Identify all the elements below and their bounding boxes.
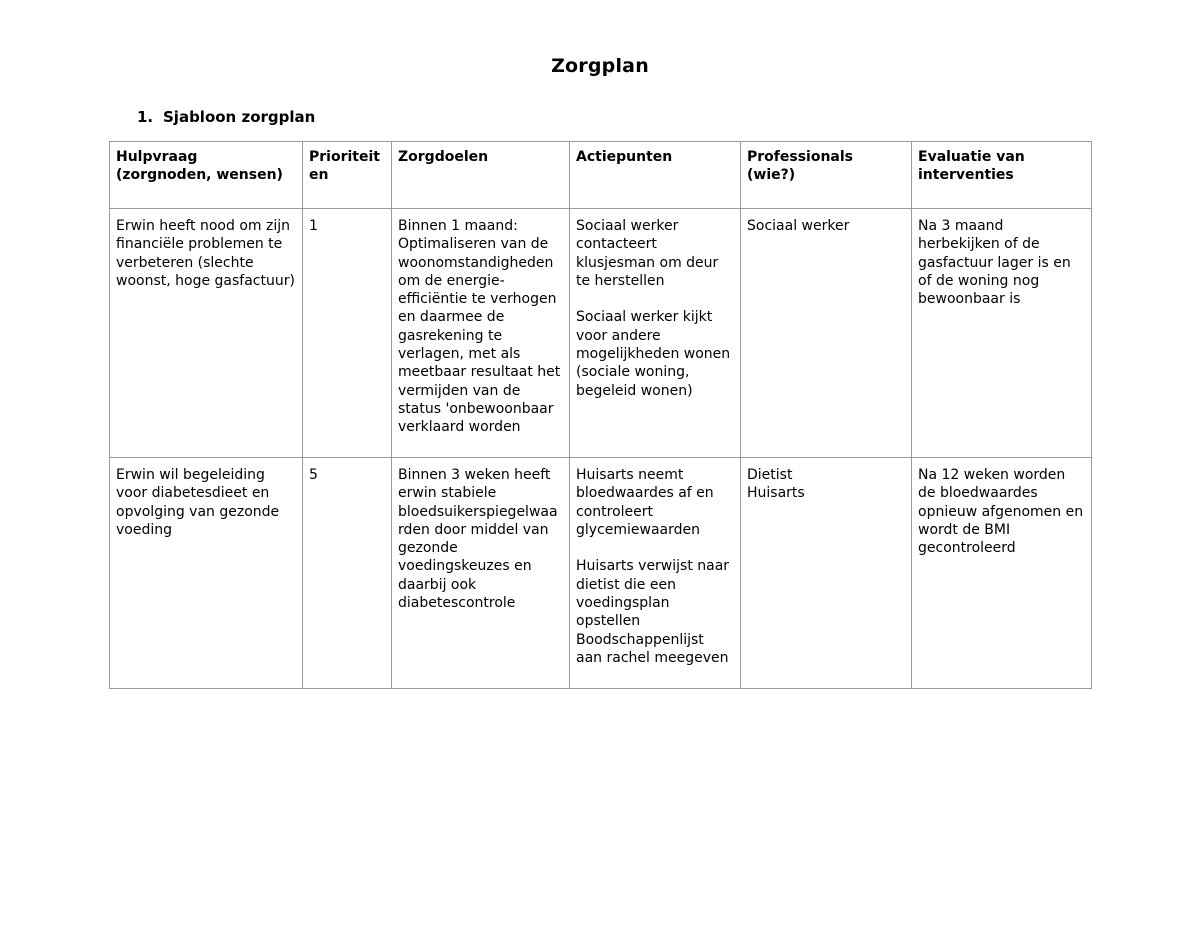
cell-actiepunten: Huisarts neemt bloedwaardes af en controleert glycemiewaarden Huisarts verwijst naar dietist die een voedingsplan opstellen Boodschappenlijst aan rachel meegeven (570, 458, 741, 689)
cell-evaluatie: Na 12 weken worden de bloedwaardes opnieuw afgenomen en wordt de BMI gecontroleerd (912, 458, 1092, 689)
header-zorgdoelen: Zorgdoelen (392, 142, 570, 209)
header-actiepunten: Actiepunten (570, 142, 741, 209)
table-header-row (110, 142, 1092, 209)
header-hulpvraag: Hulpvraag (zorgnoden, wensen) (110, 142, 303, 209)
cell-hulpvraag: Erwin wil begeleiding voor diabetesdieet en opvolging van gezonde voeding (110, 458, 303, 689)
table-row (110, 209, 1092, 458)
section-heading (137, 108, 315, 126)
section-title: Sjabloon zorgplan (163, 108, 316, 126)
document-title: Zorgplan (551, 55, 649, 77)
cell-professionals: Sociaal werker (741, 209, 912, 458)
cell-prioriteit: 1 (303, 209, 392, 458)
cell-zorgdoelen: Binnen 3 weken heeft erwin stabiele bloedsuikerspiegelwaarden door middel van gezonde voedingskeuzes en daarbij ook diabetescontrole (392, 458, 570, 689)
cell-prioriteit: 5 (303, 458, 392, 689)
cell-evaluatie: Na 3 maand herbekijken of de gasfactuur lager is en of de woning nog bewoonbaar is (912, 209, 1092, 458)
care-plan-table (109, 141, 1092, 689)
header-professionals: Professionals (wie?) (741, 142, 912, 209)
section-number: 1. (137, 108, 154, 126)
table-row (110, 458, 1092, 689)
cell-hulpvraag: Erwin heeft nood om zijn financiële problemen te verbeteren (slechte woonst, hoge gasfactuur) (110, 209, 303, 458)
header-prioriteit: Prioriteit en (303, 142, 392, 209)
cell-actiepunten: Sociaal werker contacteert klusjesman om deur te herstellen Sociaal werker kijkt voor andere mogelijkheden wonen (sociale woning, begeleid wonen) (570, 209, 741, 458)
header-evaluatie: Evaluatie van interventies (912, 142, 1092, 209)
cell-zorgdoelen: Binnen 1 maand: Optimaliseren van de woonomstandigheden om de energie-efficiëntie te verhogen en daarmee de gasrekening te verlagen, met als meetbaar resultaat het vermijden van de status 'onbewoonbaar verklaard worden (392, 209, 570, 458)
cell-professionals: Dietist Huisarts (741, 458, 912, 689)
